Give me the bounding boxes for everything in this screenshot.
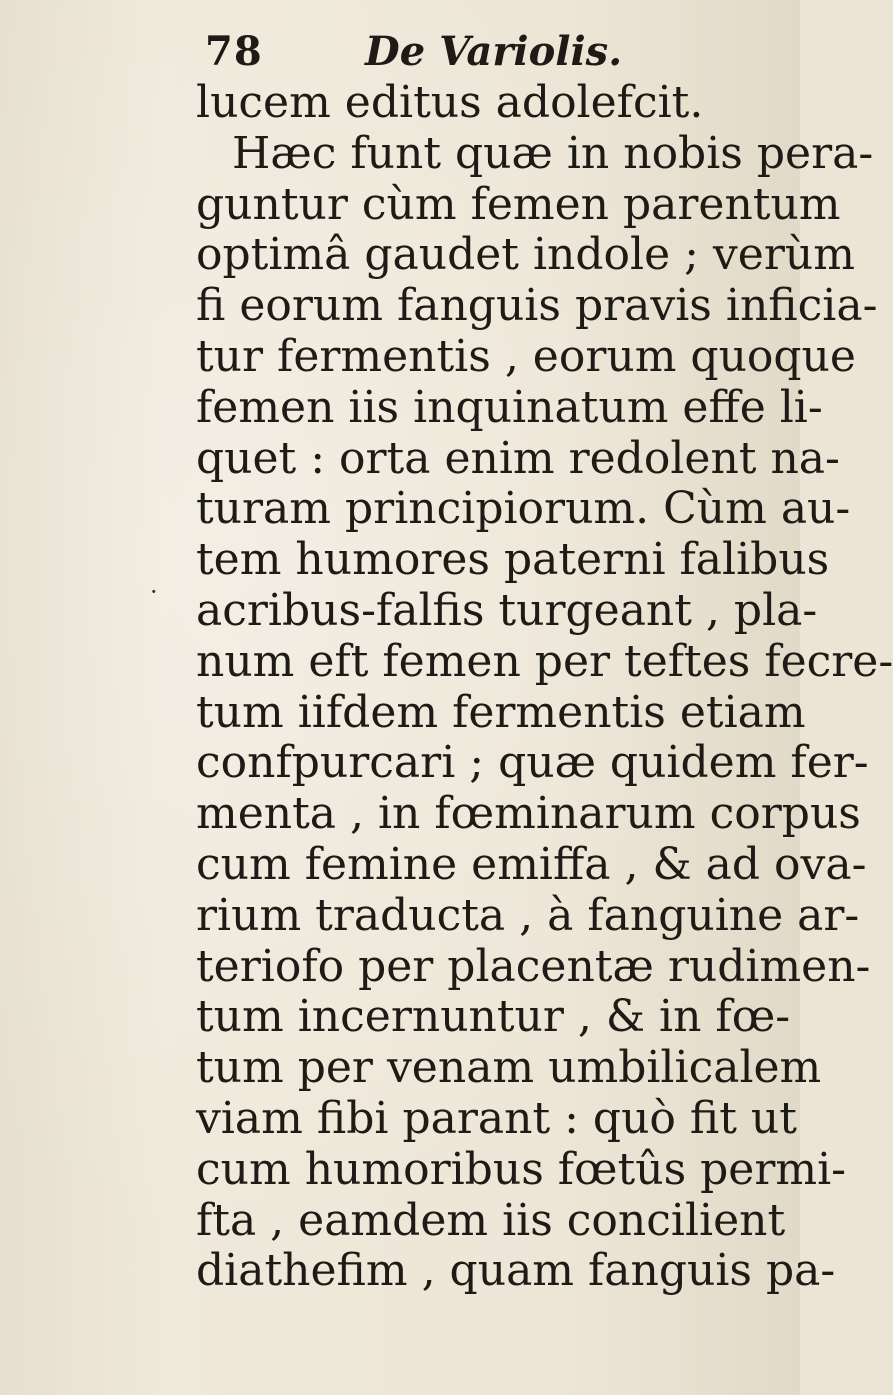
text-line: turam principiorum. Cùm au- <box>196 483 851 535</box>
margin-speck: · <box>150 578 158 606</box>
text-line: viam fibi parant : quò fit ut <box>196 1092 797 1144</box>
page-header <box>205 28 725 78</box>
text-line: Hæc funt quæ in nobis pera- <box>232 127 874 179</box>
text-line: guntur cùm femen parentum <box>196 178 841 230</box>
text-line: cum humoribus fœtûs permi- <box>196 1143 847 1195</box>
text-line: tur fermentis , eorum quoque <box>196 330 856 382</box>
text-line: diathefim , quam fanguis pa- <box>196 1245 836 1297</box>
text-line: num eft femen per teftes fecre- <box>196 635 893 687</box>
text-line: lucem editus adolefcit. <box>196 77 704 128</box>
text-line: cum femine emiffa , & ad ova- <box>196 838 867 890</box>
text-line: fi eorum fanguis pravis inficia- <box>196 280 878 332</box>
page-number: 78 <box>205 28 263 75</box>
text-line: menta , in fœminarum corpus <box>196 788 861 840</box>
text-line: tem humores paterni falibus <box>196 534 830 586</box>
running-title: De Variolis. <box>365 28 623 75</box>
body-text <box>196 77 893 1297</box>
text-line: optimâ gaudet indole ; verùm <box>196 229 855 281</box>
text-line: confpurcari ; quæ quidem fer- <box>196 737 869 789</box>
text-line: quet : orta enim redolent na- <box>196 432 840 484</box>
text-line: rium traducta , à fanguine ar- <box>196 889 860 941</box>
text-line: tum incernuntur , & in fœ- <box>196 991 791 1043</box>
text-line: tum per venam umbilicalem <box>196 1042 822 1094</box>
text-line: tum iifdem fermentis etiam <box>196 686 806 738</box>
text-line: teriofo per placentæ rudimen- <box>196 940 871 992</box>
text-line: fta , eamdem iis concilient <box>196 1194 786 1246</box>
text-line: femen iis inquinatum effe li- <box>196 381 823 433</box>
text-line: acribus-falfis turgeant , pla- <box>196 584 818 636</box>
